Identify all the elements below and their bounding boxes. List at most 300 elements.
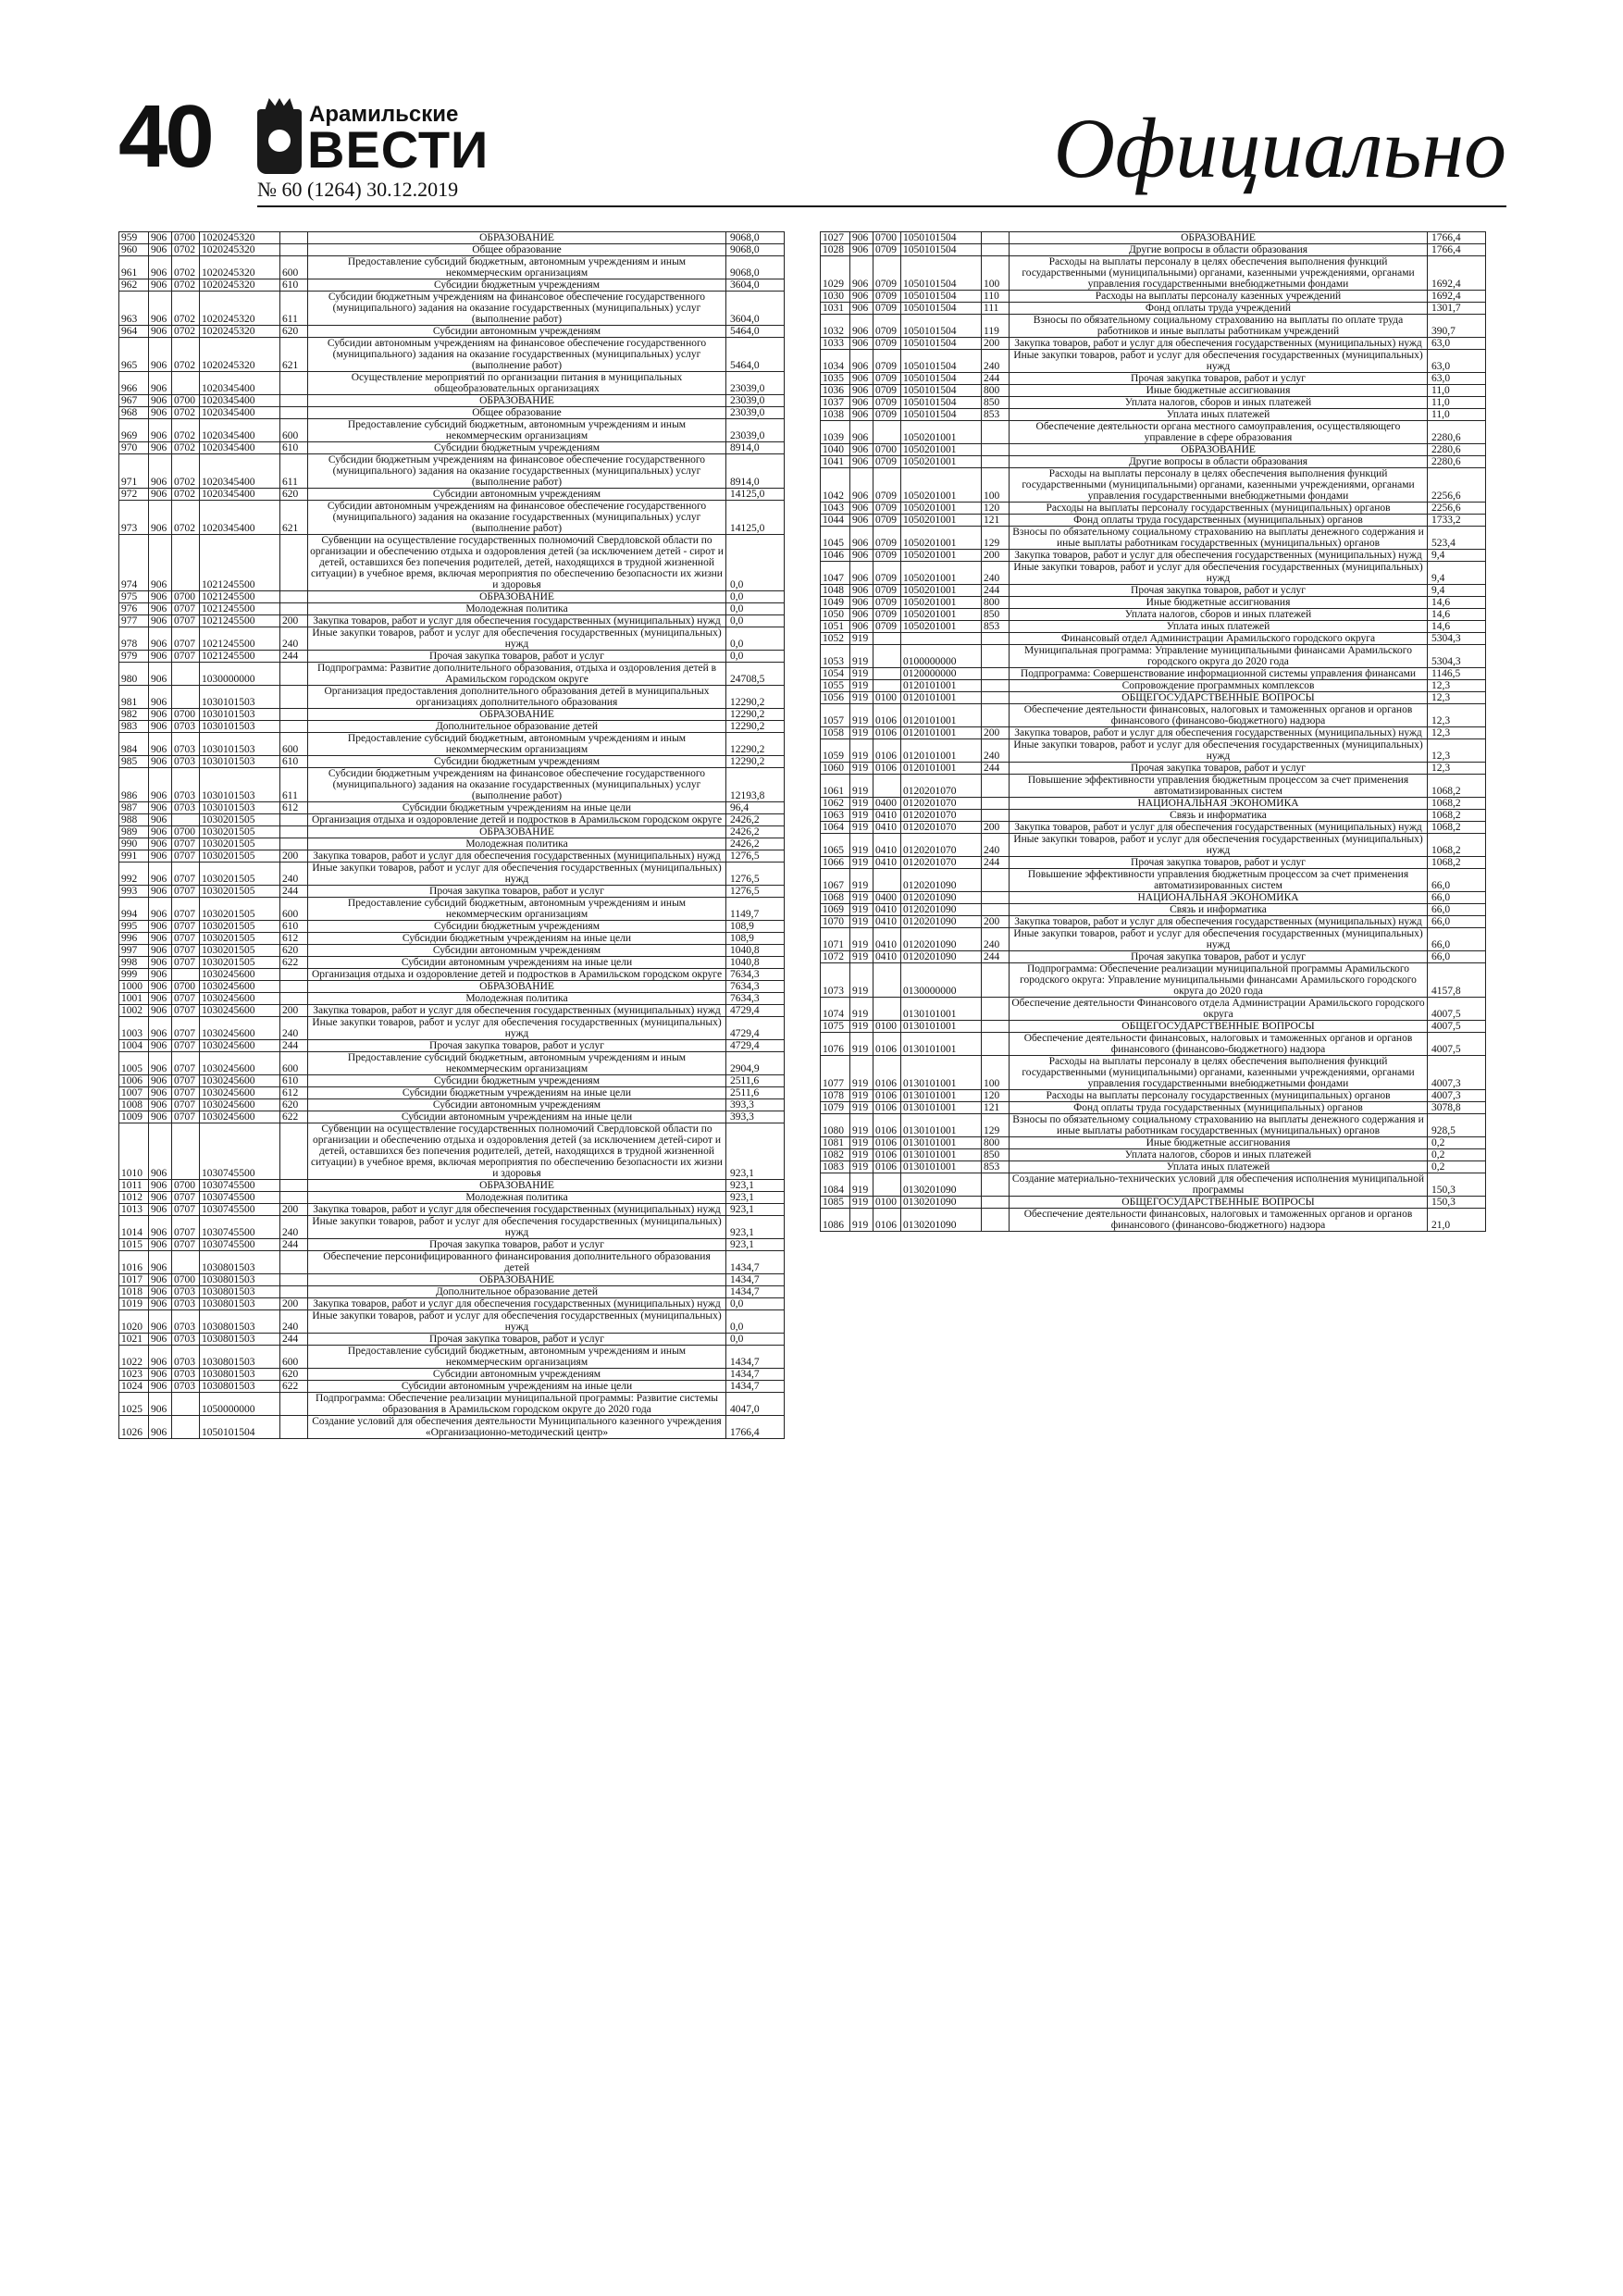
row-amount: 1068,2 <box>1428 834 1486 857</box>
row-number: 962 <box>119 279 149 292</box>
expense-type: 100 <box>982 1056 1010 1090</box>
section-code <box>873 645 901 668</box>
row-amount: 8914,0 <box>726 442 785 454</box>
table-row <box>119 802 785 814</box>
table-row <box>821 633 1486 645</box>
row-amount: 1766,4 <box>1428 244 1486 256</box>
row-amount: 11,0 <box>1428 397 1486 409</box>
target-article: 1020345400 <box>200 442 280 454</box>
row-number: 1063 <box>821 810 850 822</box>
section-code <box>172 1251 200 1274</box>
row-number: 1009 <box>119 1111 149 1123</box>
row-number: 1026 <box>119 1416 149 1439</box>
row-description: ОБРАЗОВАНИЕ <box>1010 444 1428 456</box>
row-number: 969 <box>119 419 149 442</box>
row-number: 1069 <box>821 904 850 916</box>
table-row <box>119 969 785 981</box>
table-row <box>821 928 1486 951</box>
target-article: 0130101001 <box>901 1090 982 1102</box>
row-amount: 1276,5 <box>726 863 785 886</box>
table-row <box>821 456 1486 468</box>
table-row <box>821 597 1486 609</box>
row-description: Другие вопросы в области образования <box>1010 244 1428 256</box>
row-amount: 1149,7 <box>726 898 785 921</box>
row-number: 975 <box>119 591 149 603</box>
table-row <box>821 585 1486 597</box>
section-code: 0707 <box>172 1239 200 1251</box>
target-article: 0120201070 <box>901 810 982 822</box>
expense-type: 244 <box>982 585 1010 597</box>
row-description: Повышение эффективности управления бюджетным процессом за счет применения автоматизированных систем <box>1010 775 1428 798</box>
expense-type <box>280 603 308 615</box>
row-description: Субсидии бюджетным учреждениям на иные цели <box>308 1087 726 1099</box>
expense-type: 620 <box>280 1369 308 1381</box>
row-amount: 12,3 <box>1428 727 1486 739</box>
row-description: ОБРАЗОВАНИЕ <box>308 1274 726 1286</box>
target-article: 1050201001 <box>901 444 982 456</box>
row-description: Субсидии автономным учреждениям на иные цели <box>308 957 726 969</box>
row-amount: 9068,0 <box>726 232 785 244</box>
expense-type: 800 <box>982 597 1010 609</box>
row-number: 1014 <box>119 1216 149 1239</box>
row-description: Субсидии бюджетным учреждениям <box>308 1075 726 1087</box>
section-code <box>873 680 901 692</box>
target-article: 1030201505 <box>200 957 280 969</box>
row-number: 1001 <box>119 993 149 1005</box>
table-row <box>821 1114 1486 1137</box>
row-description: Субсидии автономным учреждениям <box>308 945 726 957</box>
table-row <box>119 826 785 838</box>
row-number: 1057 <box>821 704 850 727</box>
row-number: 1012 <box>119 1192 149 1204</box>
table-row <box>821 645 1486 668</box>
row-number: 998 <box>119 957 149 969</box>
expense-type: 620 <box>280 1099 308 1111</box>
expense-type: 200 <box>280 615 308 627</box>
row-description: ОБРАЗОВАНИЕ <box>308 826 726 838</box>
section-code: 0702 <box>172 338 200 372</box>
row-number: 983 <box>119 721 149 733</box>
admin-code: 906 <box>850 244 873 256</box>
row-amount: 11,0 <box>1428 409 1486 421</box>
expense-type: 121 <box>982 1102 1010 1114</box>
table-row <box>821 303 1486 315</box>
expense-type: 100 <box>982 468 1010 503</box>
section-code: 0709 <box>873 350 901 373</box>
admin-code: 906 <box>850 315 873 338</box>
section-code <box>873 775 901 798</box>
table-row <box>821 869 1486 892</box>
table-row <box>821 397 1486 409</box>
section-code: 0707 <box>172 627 200 651</box>
row-amount: 63,0 <box>1428 373 1486 385</box>
target-article: 1050201001 <box>901 585 982 597</box>
section-code: 0707 <box>172 933 200 945</box>
row-amount: 2511,6 <box>726 1075 785 1087</box>
section-code: 0106 <box>873 1102 901 1114</box>
section-code: 0709 <box>873 303 901 315</box>
section-code: 0702 <box>172 326 200 338</box>
row-description: Осуществление мероприятий по организации питания в муниципальных общеобразовательных организациях <box>308 372 726 395</box>
row-number: 1013 <box>119 1204 149 1216</box>
table-row <box>821 775 1486 798</box>
section-code: 0410 <box>873 928 901 951</box>
target-article: 0130000000 <box>901 963 982 998</box>
section-code: 0707 <box>172 1040 200 1052</box>
table-row <box>119 686 785 709</box>
expense-type: 850 <box>982 1149 1010 1161</box>
row-description: ОБЩЕГОСУДАРСТВЕННЫЕ ВОПРОСЫ <box>1010 1021 1428 1033</box>
row-amount: 14,6 <box>1428 597 1486 609</box>
table-row <box>821 951 1486 963</box>
table-row <box>821 315 1486 338</box>
expense-type: 600 <box>280 256 308 279</box>
table-row <box>119 1416 785 1439</box>
admin-code: 919 <box>850 704 873 727</box>
admin-code: 906 <box>850 338 873 350</box>
row-description: Организация отдыха и оздоровление детей и подростков в Арамильском городском округе <box>308 969 726 981</box>
admin-code: 906 <box>850 562 873 585</box>
row-description: Уплата иных платежей <box>1010 1161 1428 1173</box>
expense-type: 240 <box>280 1017 308 1040</box>
target-article: 1030101503 <box>200 733 280 756</box>
admin-code: 919 <box>850 892 873 904</box>
target-article: 0120201090 <box>901 928 982 951</box>
table-row <box>821 515 1486 527</box>
expense-type: 111 <box>982 303 1010 315</box>
row-number: 1076 <box>821 1033 850 1056</box>
expense-type: 200 <box>982 727 1010 739</box>
admin-code: 919 <box>850 810 873 822</box>
table-row <box>821 963 1486 998</box>
expense-type <box>280 1286 308 1298</box>
section-code: 0700 <box>873 444 901 456</box>
row-amount: 12,3 <box>1428 739 1486 763</box>
row-amount: 3604,0 <box>726 279 785 292</box>
section-code: 0106 <box>873 704 901 727</box>
row-description: Организация отдыха и оздоровление детей и подростков в Арамильском городском округе <box>308 814 726 826</box>
table-row <box>821 1056 1486 1090</box>
row-number: 1043 <box>821 503 850 515</box>
row-amount: 4047,0 <box>726 1393 785 1416</box>
section-title: Официально <box>1053 101 1506 195</box>
admin-code: 906 <box>149 1017 172 1040</box>
target-article: 1050101504 <box>901 409 982 421</box>
row-number: 1064 <box>821 822 850 834</box>
row-description: Прочая закупка товаров, работ и услуг <box>1010 951 1428 963</box>
row-number: 1073 <box>821 963 850 998</box>
target-article: 1030801503 <box>200 1381 280 1393</box>
row-amount: 7634,3 <box>726 993 785 1005</box>
admin-code: 906 <box>149 591 172 603</box>
row-amount: 23039,0 <box>726 419 785 442</box>
row-number: 1044 <box>821 515 850 527</box>
row-description: Дополнительное образование детей <box>308 1286 726 1298</box>
target-article: 1020245320 <box>200 232 280 244</box>
section-code: 0709 <box>873 527 901 550</box>
row-description: Общее образование <box>308 244 726 256</box>
table-row <box>119 1369 785 1381</box>
section-code: 0702 <box>172 489 200 501</box>
table-row <box>119 814 785 826</box>
row-description: Субсидии автономным учреждениям <box>308 489 726 501</box>
row-description: Взносы по обязательному социальному страхованию на выплаты денежного содержания и иные выплаты работникам государственных (муниципальных) органов <box>1010 527 1428 550</box>
section-code: 0709 <box>873 315 901 338</box>
row-amount: 0,0 <box>726 651 785 663</box>
target-article: 0120101001 <box>901 692 982 704</box>
table-row <box>119 1393 785 1416</box>
admin-code: 906 <box>850 585 873 597</box>
section-code: 0703 <box>172 802 200 814</box>
row-amount: 12290,2 <box>726 686 785 709</box>
row-amount: 1434,7 <box>726 1251 785 1274</box>
target-article: 0120201090 <box>901 869 982 892</box>
row-description: Закупка товаров, работ и услуг для обеспечения государственных (муниципальных) нужд <box>1010 822 1428 834</box>
admin-code: 906 <box>149 1298 172 1310</box>
expense-type: 244 <box>982 857 1010 869</box>
row-description: Фонд оплаты труда государственных (муниципальных) органов <box>1010 515 1428 527</box>
row-description: Субсидии автономным учреждениям <box>308 326 726 338</box>
admin-code: 919 <box>850 1056 873 1090</box>
expense-type: 610 <box>280 1075 308 1087</box>
section-code: 0700 <box>172 1180 200 1192</box>
target-article: 0120101001 <box>901 739 982 763</box>
expense-type: 621 <box>280 501 308 535</box>
expense-type: 244 <box>280 651 308 663</box>
row-amount: 1040,8 <box>726 957 785 969</box>
right-budget-table <box>820 231 1486 1232</box>
section-code: 0106 <box>873 1209 901 1232</box>
expense-type <box>982 633 1010 645</box>
row-description: Субсидии бюджетным учреждениям <box>308 279 726 292</box>
row-description: Субсидии автономным учреждениям <box>308 1099 726 1111</box>
row-description: Прочая закупка товаров, работ и услуг <box>1010 585 1428 597</box>
target-article: 1030801503 <box>200 1346 280 1369</box>
admin-code: 906 <box>149 957 172 969</box>
section-code: 0700 <box>873 232 901 244</box>
target-article: 1030245600 <box>200 1005 280 1017</box>
section-code: 0707 <box>172 921 200 933</box>
section-code: 0707 <box>172 945 200 957</box>
expense-type <box>280 395 308 407</box>
section-code <box>172 686 200 709</box>
table-row <box>821 421 1486 444</box>
target-article: 0120101001 <box>901 704 982 727</box>
section-code: 0703 <box>172 1334 200 1346</box>
expense-type <box>280 1416 308 1439</box>
admin-code: 906 <box>149 338 172 372</box>
row-amount: 23039,0 <box>726 372 785 395</box>
row-number: 966 <box>119 372 149 395</box>
expense-type <box>982 810 1010 822</box>
target-article: 1021245500 <box>200 627 280 651</box>
table-row <box>821 857 1486 869</box>
row-number: 1029 <box>821 256 850 291</box>
admin-code: 906 <box>850 397 873 409</box>
target-article: 1020245320 <box>200 338 280 372</box>
row-description: ОБРАЗОВАНИЕ <box>308 1180 726 1192</box>
table-row <box>119 1216 785 1239</box>
admin-code: 906 <box>149 1274 172 1286</box>
table-row <box>119 898 785 921</box>
row-description: Расходы на выплаты персоналу государственных (муниципальных) органов <box>1010 503 1428 515</box>
expense-type: 244 <box>280 1334 308 1346</box>
expense-type: 129 <box>982 527 1010 550</box>
table-row <box>821 916 1486 928</box>
admin-code: 919 <box>850 1137 873 1149</box>
row-description: Закупка товаров, работ и услуг для обеспечения государственных (муниципальных) нужд <box>308 1298 726 1310</box>
section-code: 0709 <box>873 256 901 291</box>
row-description: Взносы по обязательному социальному страхованию на выплаты по оплате труда работников и иные выплаты работникам учреждений <box>1010 315 1428 338</box>
section-code: 0703 <box>172 1286 200 1298</box>
expense-type: 611 <box>280 454 308 489</box>
row-amount: 4007,3 <box>1428 1090 1486 1102</box>
expense-type: 240 <box>982 350 1010 373</box>
table-row <box>119 1204 785 1216</box>
section-code: 0410 <box>873 822 901 834</box>
table-row <box>119 1087 785 1099</box>
row-description: ОБРАЗОВАНИЕ <box>308 232 726 244</box>
expense-type <box>280 1393 308 1416</box>
table-row <box>119 1005 785 1017</box>
row-number: 1078 <box>821 1090 850 1102</box>
target-article: 1030745500 <box>200 1192 280 1204</box>
expense-type: 621 <box>280 338 308 372</box>
target-article: 1050101504 <box>901 244 982 256</box>
row-amount: 923,1 <box>726 1180 785 1192</box>
row-amount: 0,0 <box>726 627 785 651</box>
admin-code: 919 <box>850 857 873 869</box>
target-article: 1050201001 <box>901 503 982 515</box>
row-number: 1038 <box>821 409 850 421</box>
row-description: Молодежная политика <box>308 838 726 850</box>
expense-type: 200 <box>982 338 1010 350</box>
expense-type: 240 <box>982 739 1010 763</box>
row-description: Иные закупки товаров, работ и услуг для обеспечения государственных (муниципальных) нужд <box>308 1216 726 1239</box>
table-row <box>119 1111 785 1123</box>
row-number: 1051 <box>821 621 850 633</box>
admin-code: 906 <box>149 1310 172 1334</box>
row-number: 999 <box>119 969 149 981</box>
row-description: ОБРАЗОВАНИЕ <box>308 591 726 603</box>
row-description: Закупка товаров, работ и услуг для обеспечения государственных (муниципальных) нужд <box>308 1204 726 1216</box>
row-description: Предоставление субсидий бюджетным, автономным учреждениям и иным некоммерческим организациям <box>308 1346 726 1369</box>
section-code: 0702 <box>172 419 200 442</box>
table-row <box>119 535 785 591</box>
admin-code: 919 <box>850 1021 873 1033</box>
row-number: 1019 <box>119 1298 149 1310</box>
admin-code: 906 <box>850 373 873 385</box>
table-row <box>119 1075 785 1087</box>
row-amount: 9068,0 <box>726 244 785 256</box>
row-amount: 9,4 <box>1428 550 1486 562</box>
section-code: 0703 <box>172 1310 200 1334</box>
section-code: 0709 <box>873 597 901 609</box>
expense-type <box>280 407 308 419</box>
row-description: Обеспечение деятельности финансовых, налоговых и таможенных органов и органов финансового (финансово-бюджетного) надзора <box>1010 1033 1428 1056</box>
header-divider <box>257 205 1506 207</box>
row-description: Субвенции на осуществление государственных полномочий Свердловской области по организации и обеспечению отдыха и оздоровления детей (за исключением детей-сирот и детей, оставшихся без попечения родителей, детей, находящихся в трудной жизненной ситуации) в учебное время, включая мероприятия по обеспечению безопасности их жизни и здоровья <box>308 1123 726 1180</box>
expense-type <box>982 444 1010 456</box>
target-article: 1050101504 <box>901 315 982 338</box>
expense-type: 244 <box>982 373 1010 385</box>
admin-code: 919 <box>850 692 873 704</box>
section-code: 0703 <box>172 768 200 802</box>
row-amount: 2280,6 <box>1428 444 1486 456</box>
expense-type: 244 <box>280 1239 308 1251</box>
admin-code: 919 <box>850 904 873 916</box>
target-article: 1030801503 <box>200 1286 280 1298</box>
row-amount: 1434,7 <box>726 1274 785 1286</box>
row-amount: 12290,2 <box>726 733 785 756</box>
target-article: 0130101001 <box>901 1114 982 1137</box>
admin-code: 919 <box>850 998 873 1021</box>
table-row <box>821 1090 1486 1102</box>
row-amount: 1434,7 <box>726 1381 785 1393</box>
table-row <box>119 756 785 768</box>
expense-type <box>280 969 308 981</box>
row-description: Обеспечение деятельности органа местного самоуправления, осуществляющего управление в сфере образования <box>1010 421 1428 444</box>
section-code <box>172 814 200 826</box>
table-row <box>821 244 1486 256</box>
row-amount: 14,6 <box>1428 609 1486 621</box>
row-description: Обеспечение персонифицированного финансирования дополнительного образования детей <box>308 1251 726 1274</box>
section-code: 0707 <box>172 886 200 898</box>
table-row <box>821 798 1486 810</box>
admin-code: 906 <box>149 1216 172 1239</box>
row-description: Предоставление субсидий бюджетным, автономным учреждениям и иным некоммерческим организациям <box>308 1052 726 1075</box>
row-amount: 66,0 <box>1428 904 1486 916</box>
row-amount: 1692,4 <box>1428 256 1486 291</box>
section-code <box>172 1123 200 1180</box>
row-amount: 1434,7 <box>726 1346 785 1369</box>
section-code: 0707 <box>172 651 200 663</box>
row-amount: 150,3 <box>1428 1173 1486 1197</box>
row-number: 995 <box>119 921 149 933</box>
target-article: 1050201001 <box>901 421 982 444</box>
target-article: 1030201505 <box>200 850 280 863</box>
admin-code: 906 <box>149 615 172 627</box>
row-number: 997 <box>119 945 149 957</box>
admin-code: 906 <box>149 1346 172 1369</box>
admin-code: 906 <box>149 850 172 863</box>
section-code <box>873 421 901 444</box>
admin-code: 906 <box>850 621 873 633</box>
row-description: Субсидии бюджетным учреждениям на финансовое обеспечение государственного (муниципального) задания на оказание государственных (муниципальных) услуг (выполнение работ) <box>308 768 726 802</box>
target-article: 0120101001 <box>901 680 982 692</box>
section-code: 0709 <box>873 503 901 515</box>
target-article: 1050101504 <box>901 338 982 350</box>
row-description: Создание материально-технических условий для обеспечения исполнения муниципальной программы <box>1010 1173 1428 1197</box>
expense-type <box>280 686 308 709</box>
admin-code: 906 <box>149 627 172 651</box>
table-row <box>119 372 785 395</box>
row-description: Молодежная политика <box>308 993 726 1005</box>
row-description: Подпрограмма: Развитие дополнительного образования, отдыха и оздоровления детей в Арамильском городском округе <box>308 663 726 686</box>
row-description: Иные бюджетные ассигнования <box>1010 597 1428 609</box>
admin-code: 919 <box>850 1102 873 1114</box>
admin-code: 919 <box>850 727 873 739</box>
admin-code: 919 <box>850 739 873 763</box>
expense-type: 121 <box>982 515 1010 527</box>
target-article: 1050000000 <box>200 1393 280 1416</box>
row-amount: 12,3 <box>1428 680 1486 692</box>
row-description: Обеспечение деятельности Финансового отдела Администрации Арамильского городского округа <box>1010 998 1428 1021</box>
table-row <box>119 933 785 945</box>
row-number: 984 <box>119 733 149 756</box>
admin-code: 906 <box>850 550 873 562</box>
row-description: НАЦИОНАЛЬНАЯ ЭКОНОМИКА <box>1010 892 1428 904</box>
